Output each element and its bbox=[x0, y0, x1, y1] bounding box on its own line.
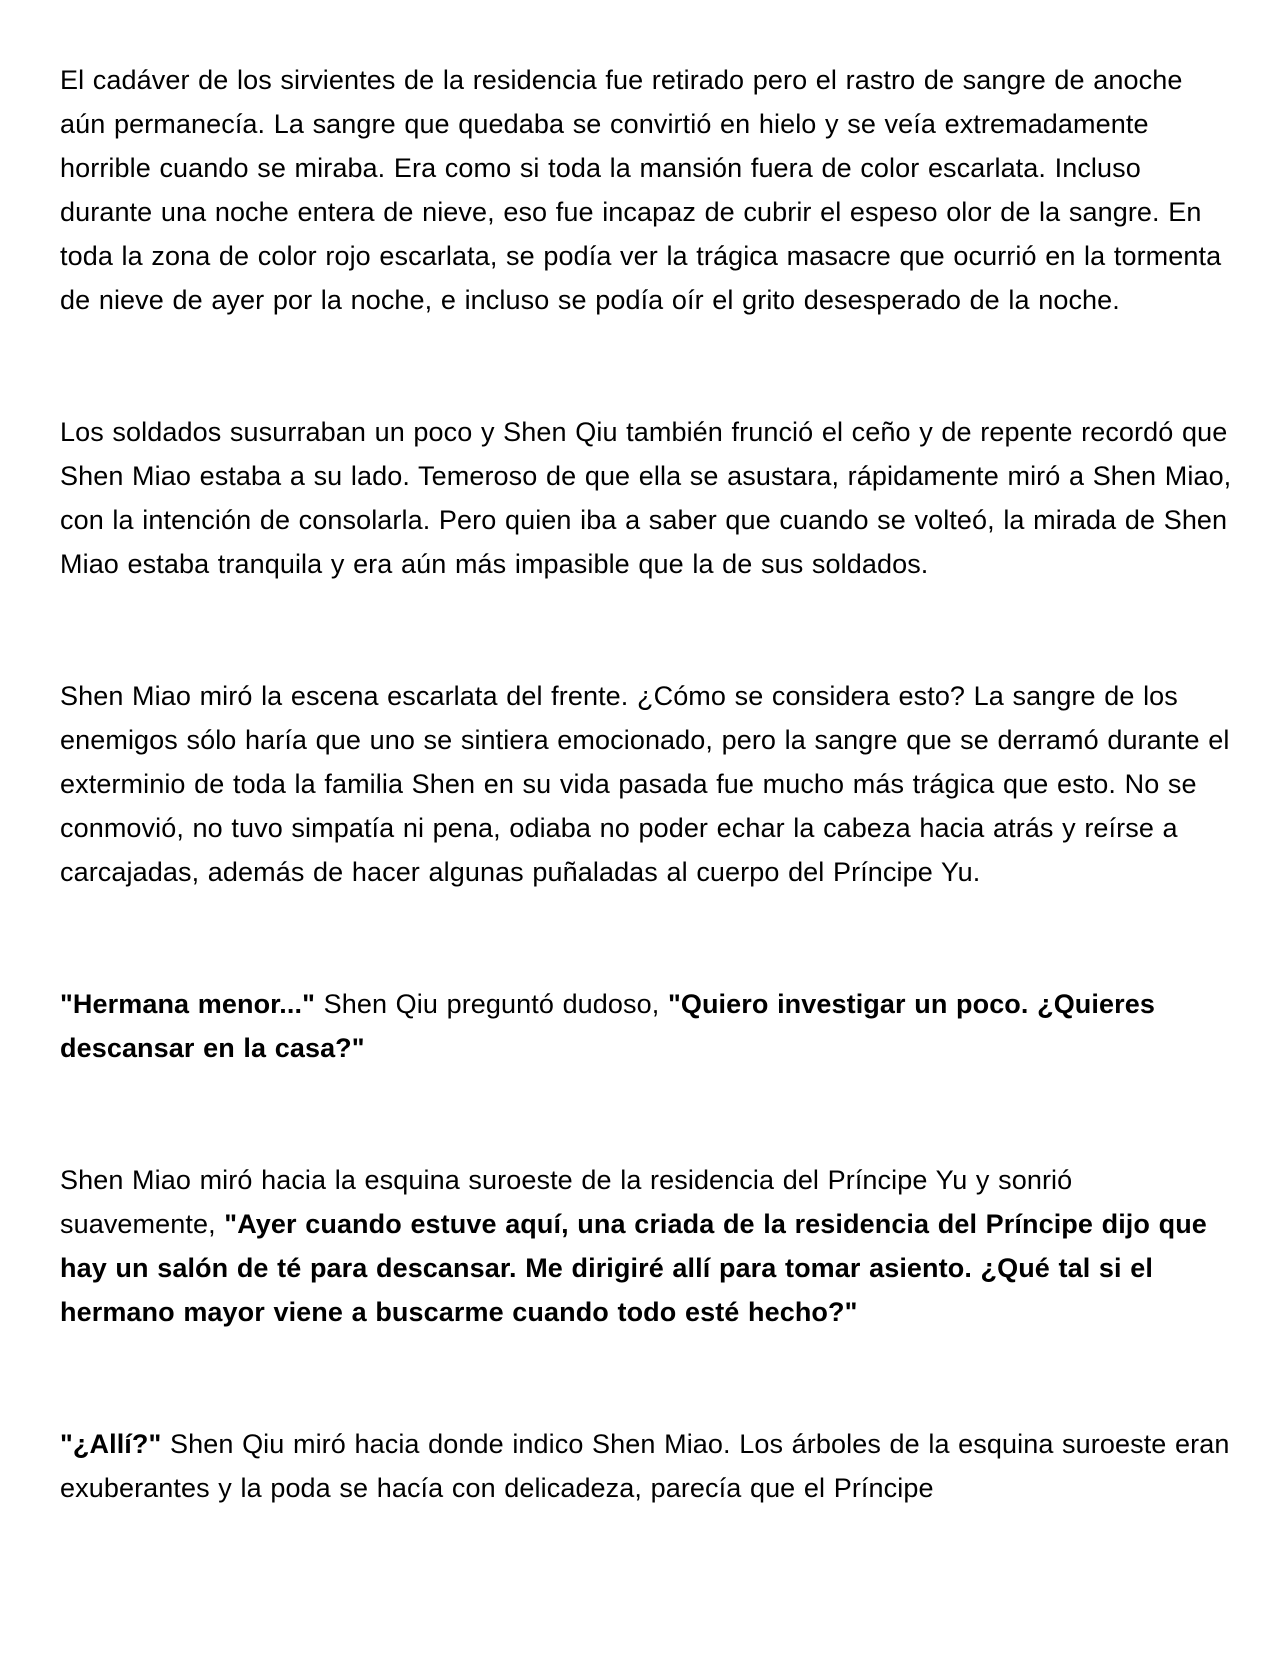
dialogue-quote: "Quiero investigar un poco. ¿Quieres descansar en la casa?" bbox=[60, 989, 1155, 1063]
dialogue-quote: "¿Allí?" bbox=[60, 1429, 162, 1459]
paragraph-gap bbox=[60, 894, 1235, 982]
paragraph-6 bbox=[60, 1422, 1235, 1510]
paragraph-3-text: Shen Miao miró la escena escarlata del frente. ¿Cómo se considera esto? La sangre de los enemigos sólo haría que uno se sintiera emocionado, pero la sangre que se derramó durante el exterminio de toda la familia Shen en su vida pasada fue mucho más trágica que esto. No se conmovió, no tuvo simpatía ni pena, odiaba no poder echar la cabeza hacia atrás y reírse a carcajadas, además de hacer algunas puñaladas al cuerpo del Príncipe Yu. bbox=[60, 681, 1230, 887]
paragraph-gap bbox=[60, 322, 1235, 410]
paragraph-gap bbox=[60, 586, 1235, 674]
dialogue-quote: "Ayer cuando estuve aquí, una criada de la residencia del Príncipe dijo que hay un salón de té para descansar. Me dirigiré allí para tomar asiento. ¿Qué tal si el hermano mayor viene a buscarme cuando todo esté hecho?" bbox=[60, 1209, 1207, 1327]
paragraph-gap bbox=[60, 1070, 1235, 1158]
dialogue-quote: "Hermana menor..." bbox=[60, 989, 315, 1019]
paragraph-2-text: Los soldados susurraban un poco y Shen Qiu también frunció el ceño y de repente recordó que Shen Miao estaba a su lado. Temeroso de que ella se asustara, rápidamente miró a Shen Miao, con la intención de consolarla. Pero quien iba a saber que cuando se volteó, la mirada de Shen Miao estaba tranquila y era aún más impasible que la de sus soldados. bbox=[60, 417, 1232, 579]
narration-text: Shen Qiu miró hacia donde indico Shen Miao. Los árboles de la esquina suroeste eran exuberantes y la poda se hacía con delicadeza, parecía que el Príncipe bbox=[60, 1429, 1230, 1503]
document-page bbox=[60, 58, 1235, 1510]
paragraph-gap bbox=[60, 1334, 1235, 1422]
paragraph-5 bbox=[60, 1158, 1235, 1334]
narration-text: Shen Qiu preguntó dudoso, bbox=[315, 989, 668, 1019]
paragraph-4 bbox=[60, 982, 1235, 1070]
paragraph-3 bbox=[60, 674, 1235, 894]
paragraph-2 bbox=[60, 410, 1235, 586]
narration-text: Shen Miao miró hacia la esquina suroeste de la residencia del Príncipe Yu y sonrió suavemente, bbox=[60, 1165, 1073, 1239]
paragraph-1 bbox=[60, 58, 1235, 322]
paragraph-1-text: El cadáver de los sirvientes de la residencia fue retirado pero el rastro de sangre de anoche aún permanecía. La sangre que quedaba se convirtió en hielo y se veía extremadamente horrible cuando se miraba. Era como si toda la mansión fuera de color escarlata. Incluso durante una noche entera de nieve, eso fue incapaz de cubrir el espeso olor de la sangre. En toda la zona de color rojo escarlata, se podía ver la trágica masacre que ocurrió en la tormenta de nieve de ayer por la noche, e incluso se podía oír el grito desesperado de la noche. bbox=[60, 65, 1222, 315]
